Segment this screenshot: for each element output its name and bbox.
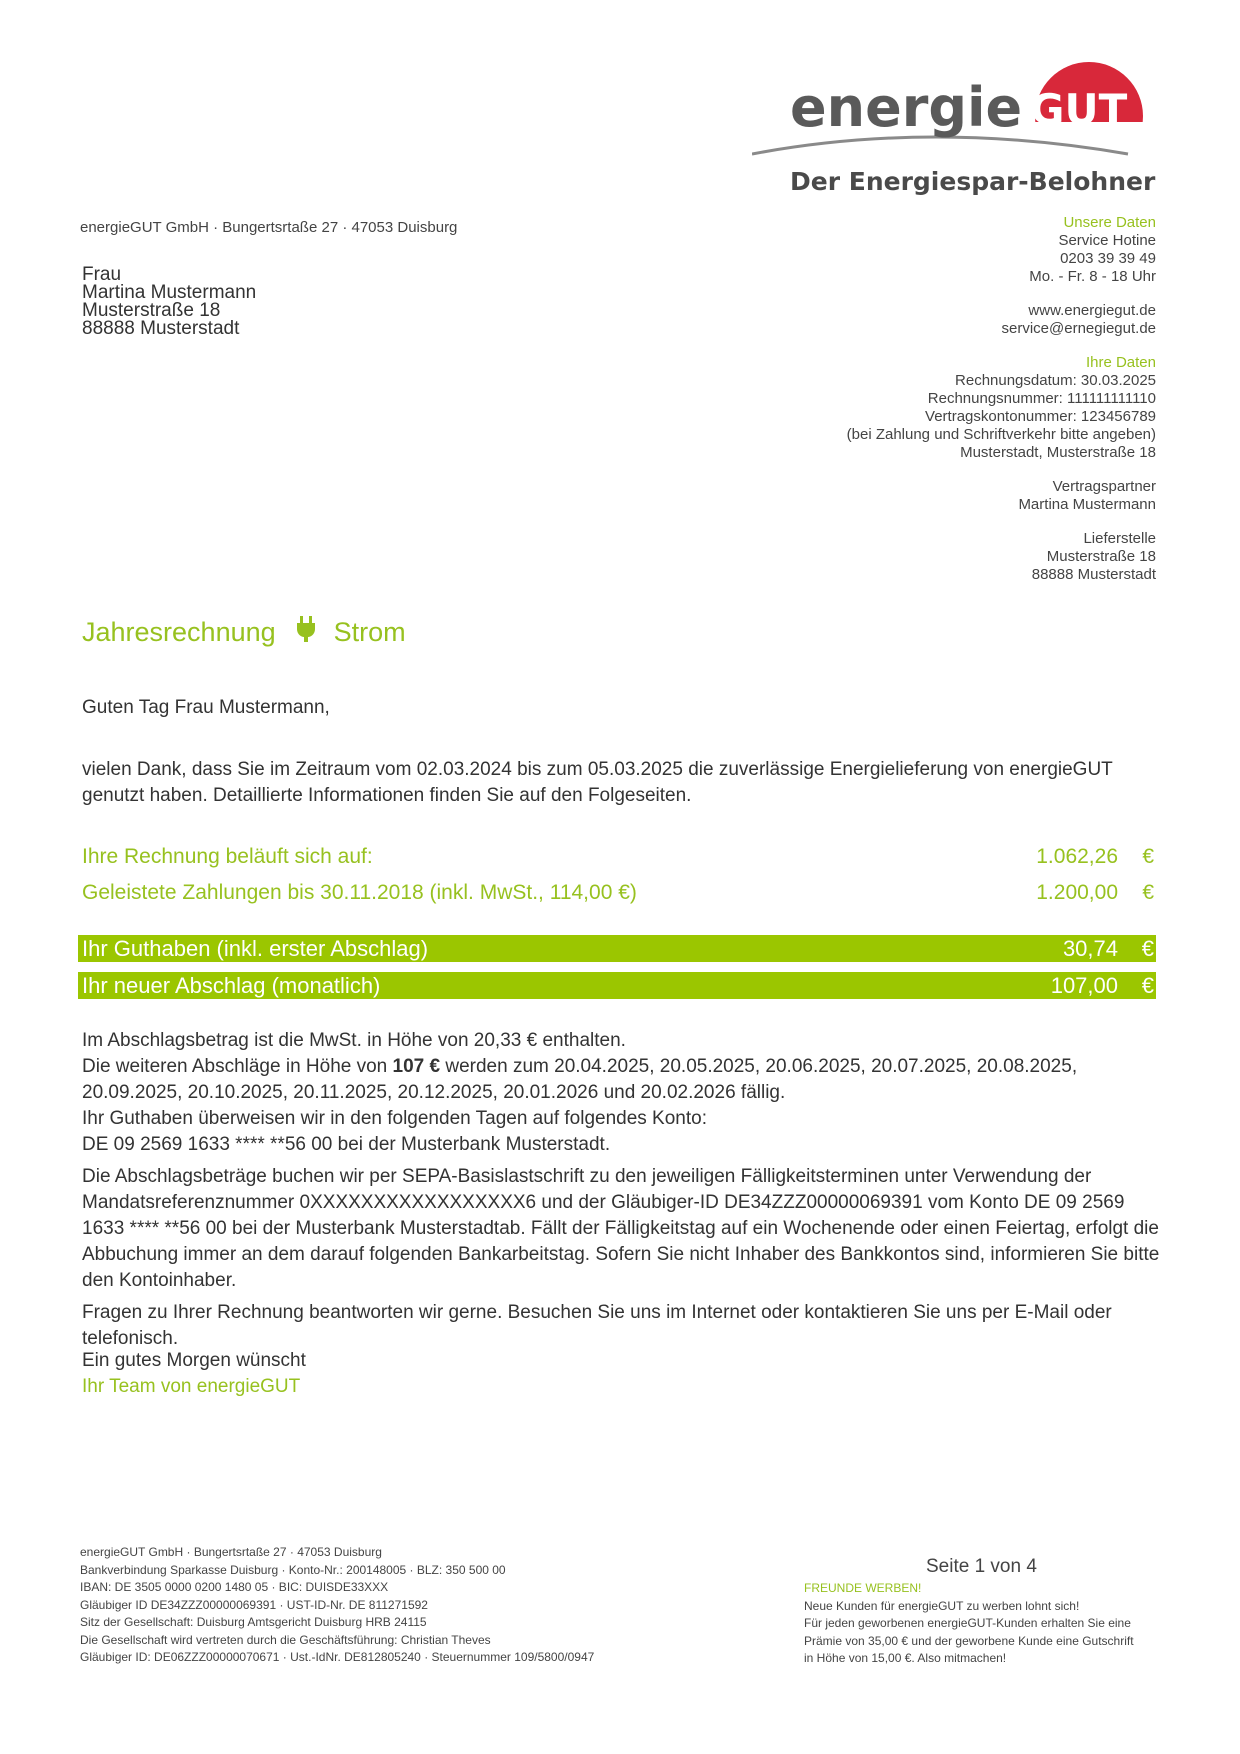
next-installments-intro: Die weiteren Abschläge in Höhe von	[82, 1056, 393, 1077]
referral-promo	[804, 1580, 1134, 1668]
logo-tagline: Der Energiespar-Belohner	[790, 167, 1156, 196]
footer-company-info	[80, 1544, 594, 1667]
document-title	[82, 616, 406, 649]
sepa-paragraph: Die Abschlagsbeträge buchen wir per SEPA-Basislastschrift zu den jeweiligen Fälligkeitsterminen unter Verwendung der Mandatsreferenznummer 0XXXXXXXXXXXXXXXXX6 und der Gläubiger-ID DE34ZZZ00000069391 vom Konto DE 09 2569 1633 **** **56 00 bei der Musterbank Musterstadtab. Fällt der Fälligkeitstag auf ein Wochenende oder einen Feiertag, erfolgt die Abbuchung immer an dem darauf folgenden Bankarbeitstag. Sofern Sie nicht Inhaber des Bankkontos sind, informieren Sie bitte den Kontoinhaber.	[82, 1166, 1160, 1291]
credit-value: 30,74	[1062, 935, 1118, 961]
footer-line: Gläubiger ID: DE06ZZZ00000070671 · Ust.-IdNr. DE812805240 · Steuernummer 109/5800/0947	[80, 1650, 595, 1664]
recipient-address	[82, 266, 256, 338]
title-left: Jahresrechnung	[82, 617, 276, 647]
installment-amount: 107 €	[392, 1056, 441, 1077]
currency-symbol: €	[1142, 881, 1154, 904]
sender-address-line: energieGUT GmbH · Bungertsrtaße 27 · 47053 Duisburg	[80, 219, 458, 236]
recipient-city: 88888 Musterstadt	[82, 318, 240, 339]
title-right: Strom	[333, 617, 406, 647]
delivery-street: Musterstraße 18	[1046, 548, 1156, 565]
email-link[interactable]: service@ernegiegut.de	[1001, 320, 1156, 337]
delivery-point-label: Lieferstelle	[1083, 530, 1156, 547]
closing-signature: Ihr Team von energieGUT	[82, 1376, 301, 1397]
footer-line: Die Gesellschaft wird vertreten durch die Geschäftsführung: Christian Theves	[80, 1632, 491, 1647]
footer-line: Bankverbindung Sparkasse Duisburg · Konto-Nr.: 200148005 · BLZ: 350 500 00	[80, 1562, 506, 1577]
credit-label: Ihr Guthaben (inkl. erster Abschlag)	[82, 935, 429, 961]
referral-promo-line: in Höhe von 15,00 €. Also mitmachen!	[804, 1651, 1007, 1665]
invoice-total-value: 1.062,26	[1036, 845, 1118, 868]
payments-row	[82, 881, 1154, 905]
footer-line: Sitz der Gesellschaft: Duisburg Amtsgericht Duisburg HRB 24115	[80, 1615, 427, 1629]
invoice-total-label: Ihre Rechnung beläuft sich auf:	[82, 845, 373, 868]
info-column	[736, 214, 1156, 584]
installment-value: 107,00	[1050, 972, 1118, 998]
invoice-total-row	[82, 845, 1154, 869]
service-hours: Mo. - Fr. 8 - 18 Uhr	[1029, 268, 1156, 285]
contract-partner-label: Vertragspartner	[1052, 478, 1156, 495]
footer-line: IBAN: DE 3505 0000 0200 1480 05 · BIC: DUISDE33XXX	[80, 1580, 389, 1594]
intro-paragraph: vielen Dank, dass Sie im Zeitraum vom 02.03.2024 bis zum 05.03.2025 die zuverlässige Energielieferung von energieGUT genutzt haben. Detaillierte Informationen finden Sie auf den Folgeseiten.	[82, 759, 1113, 806]
plug-icon	[296, 616, 316, 649]
installment-label: Ihr neuer Abschlag (monatlich)	[82, 972, 381, 998]
payments-value: 1.200,00	[1036, 881, 1118, 904]
next-installments	[82, 1054, 1162, 1106]
currency-symbol: €	[1142, 845, 1154, 868]
referral-promo-title: FREUNDE WERBEN!	[804, 1581, 922, 1595]
logo-word: energie	[790, 76, 1023, 139]
bank-account-line: DE 09 2569 1633 **** **56 00 bei der Musterbank Musterstadt.	[82, 1134, 611, 1155]
closing	[82, 1348, 306, 1400]
next-installments-dates: werden zum 20.04.2025, 20.05.2025, 20.06.2025, 20.07.2025, 20.08.2025, 20.09.2025, 20.10.2025, 20.11.2025, 20.12.2025, 20.01.2026 und 20.02.2026 fällig.	[82, 1056, 1078, 1103]
referral-promo-line: Neue Kunden für energieGUT zu werben lohnt sich!	[804, 1598, 1080, 1613]
service-hotline-label: Service Hotine	[1058, 232, 1156, 249]
invoice-number: Rechnungsnummer: 111111111110	[927, 390, 1156, 407]
greeting: Guten Tag Frau Mustermann,	[82, 697, 330, 718]
recipient-name: Martina Mustermann	[82, 282, 257, 303]
payments-label: Geleistete Zahlungen bis 30.11.2018 (inkl. MwSt., 114,00 €)	[82, 881, 637, 904]
footer-line: energieGUT GmbH · Bungertsrtaße 27 · 47053 Duisburg	[80, 1545, 382, 1559]
closing-line: Ein gutes Morgen wünscht	[82, 1350, 306, 1371]
questions-paragraph: Fragen zu Ihrer Rechnung beantworten wir gerne. Besuchen Sie uns im Internet oder kontaktieren Sie uns per E-Mail oder telefonisch.	[82, 1302, 1112, 1349]
recipient-street: Musterstraße 18	[82, 300, 221, 321]
installment-bar	[78, 972, 1156, 999]
referral-promo-line: Für jeden geworbenen energieGUT-Kunden erhalten Sie eine	[804, 1616, 1131, 1630]
body-text	[82, 1028, 1162, 1352]
logo-graphic	[752, 62, 1162, 202]
vat-line: Im Abschlagsbetrag ist die MwSt. in Höhe von 20,33 € enthalten.	[82, 1030, 626, 1051]
recipient-salutation: Frau	[82, 264, 122, 285]
contract-address: Musterstadt, Musterstraße 18	[960, 444, 1156, 461]
invoice-date: Rechnungsdatum: 30.03.2025	[955, 372, 1156, 389]
reference-note: (bei Zahlung und Schriftverkehr bitte angeben)	[846, 426, 1156, 443]
website-link[interactable]: www.energiegut.de	[1028, 302, 1156, 319]
your-data-heading: Ihre Daten	[1085, 354, 1156, 371]
credit-bar	[78, 935, 1156, 962]
page-number: Seite 1 von 4	[926, 1556, 1037, 1577]
currency-symbol: €	[1141, 972, 1154, 998]
contract-partner-name: Martina Mustermann	[1018, 496, 1156, 513]
currency-symbol: €	[1141, 935, 1154, 961]
delivery-city: 88888 Musterstadt	[1031, 566, 1156, 583]
logo-badge: GUT	[1030, 85, 1128, 134]
footer-line: Gläubiger ID DE34ZZZ00000069391 · UST-ID-Nr. DE 811271592	[80, 1597, 428, 1612]
contract-account-number: Vertragskontonummer: 123456789	[925, 408, 1156, 425]
our-data-heading: Unsere Daten	[1063, 214, 1156, 231]
company-logo	[752, 62, 1162, 202]
service-phone: 0203 39 39 49	[1060, 250, 1156, 267]
credit-transfer-line: Ihr Guthaben überweisen wir in den folgenden Tagen auf folgendes Konto:	[82, 1108, 707, 1129]
referral-promo-line: Prämie von 35,00 € und der geworbene Kunde eine Gutschrift	[804, 1633, 1134, 1648]
